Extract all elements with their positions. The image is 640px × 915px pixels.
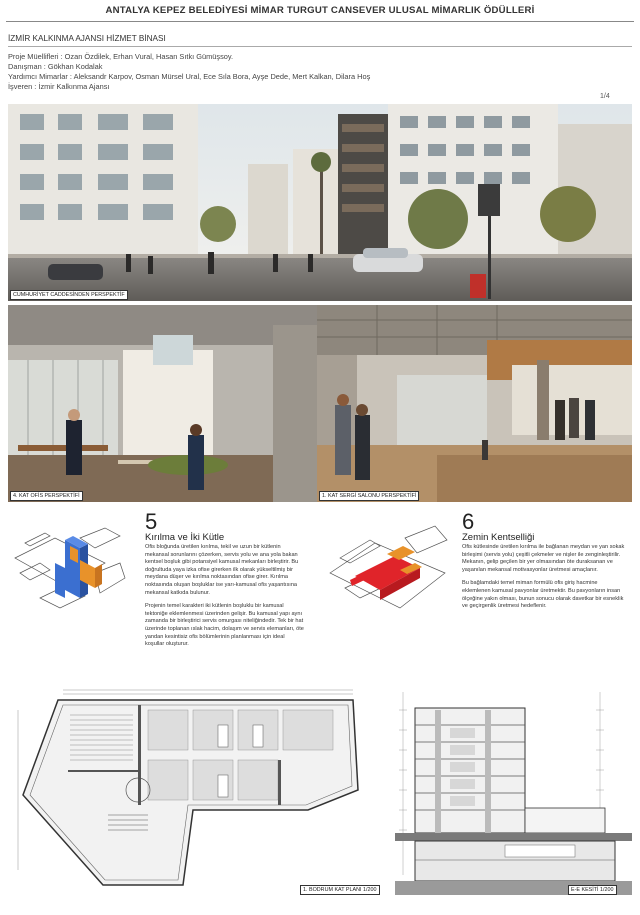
section-6-title: Zemin Kentselliği <box>462 532 535 543</box>
gallery-perspective-image <box>317 305 632 502</box>
credit-client: İşveren : İzmir Kalkınma Ajansı <box>8 82 110 91</box>
project-credits <box>8 52 370 92</box>
office-perspective-image <box>8 305 317 502</box>
urban-diagram-6 <box>325 518 450 618</box>
header-divider <box>6 21 634 22</box>
street-perspective-image <box>8 104 632 301</box>
section-5-paragraph: Projenin temel karakteri iki kütlenin boşluklu bir kamusal tektoniğe eklemlenmesi üzerinden gelişir. Bu kamusal yapı aynı zamanda bir birleştirici servis omurgası niteliğindedir. Tek bir hat üzerinde toplanan ıslak hacim, dolaşım ve servis elemanları, öte yandan kesintisiz ofis bölümlerinin planlanması için ideal koşullar oluşturur. <box>145 603 304 648</box>
mass-diagram-5 <box>10 518 130 613</box>
basement-floor-plan <box>8 680 384 895</box>
section-caption: E-E KESİTİ 1/200 <box>568 885 617 895</box>
plan-caption: 1. BODRUM KAT PLANI 1/200 <box>300 885 380 895</box>
section-5-text <box>145 544 305 655</box>
project-divider <box>8 46 632 47</box>
section-5-number: 5 <box>145 509 158 534</box>
section-5-paragraph: Ofis bloğunda üretilen kırılma, tekil ve uzun bir kütlenin mekansal sorunlarını çözerken, servis yolu ve ana yola bakan kentsel boşluk gibi potansiyel kamusal mekanları birleştirir. Bu doğrultuda yaya izka ofise girerken ilk olarak yükseltilmiş bir meydana düşer ve kırılma noktasından ofise girer. Kırılma noktasında oluşan boşluklar ise yarı-kamusal ofis yaşantısına mekansal katkıda bulunur. <box>145 544 299 596</box>
office-perspective-caption: 4. KAT OFİS PERSPEKTİFİ <box>10 491 83 501</box>
section-5-title: Kırılma ve İki Kütle <box>145 532 225 543</box>
section-6-paragraph: Ofis kütlesinde üretilen kırılma ile bağlanan meydan ve yan sokak birleşimi (servis yolu) çeşitli çekmeler ve nişler ile zenginleştirilir. Mekanın, gelip geçilen bir yer olmasından öte duraksanan ve yaşanılan mekansal motivasyonlar üretmesi amaçlanır. <box>462 544 625 573</box>
street-perspective-caption: CUMHURİYET CADDESİNDEN PERSPEKTİF <box>10 290 128 300</box>
page-number: 1/4 <box>600 93 610 100</box>
gallery-perspective-caption: 1. KAT SERGİ SALONU PERSPEKTİFİ <box>319 491 419 501</box>
section-6-paragraph: Bu bağlamdaki temel miman formülü ofis giriş hacmine eklemlenen kamusal pavyonlar üretmektir. Bu pavyonların insan ölçeğine yakın olması, bunun sonucu olarak davetkar bir esneklik ve geçirgenlik üretmesi hedeflenir. <box>462 580 624 610</box>
section-6-text <box>462 544 627 617</box>
section-6-number: 6 <box>462 509 475 534</box>
section-drawing-e-e <box>395 680 632 895</box>
competition-title: ANTALYA KEPEZ BELEDİYESİ MİMAR TURGUT CANSEVER ULUSAL MİMARLIK ÖDÜLLERİ <box>105 5 535 16</box>
credit-authors: Proje Müellifleri : Ozan Özdilek, Erhan Vural, Hasan Sıtkı Gümüşsoy. <box>8 52 234 61</box>
credit-advisor: Danışman : Gökhan Kodalak <box>8 62 103 71</box>
credit-assistants: Yardımcı Mimarlar : Aleksandr Karpov, Osman Mürsel Ural, Ece Sıla Bora, Ayşe Dede, Mert Kalkan, Dilara Hoş <box>8 72 371 81</box>
project-title: İZMİR KALKINMA AJANSI HİZMET BİNASI <box>8 34 166 43</box>
